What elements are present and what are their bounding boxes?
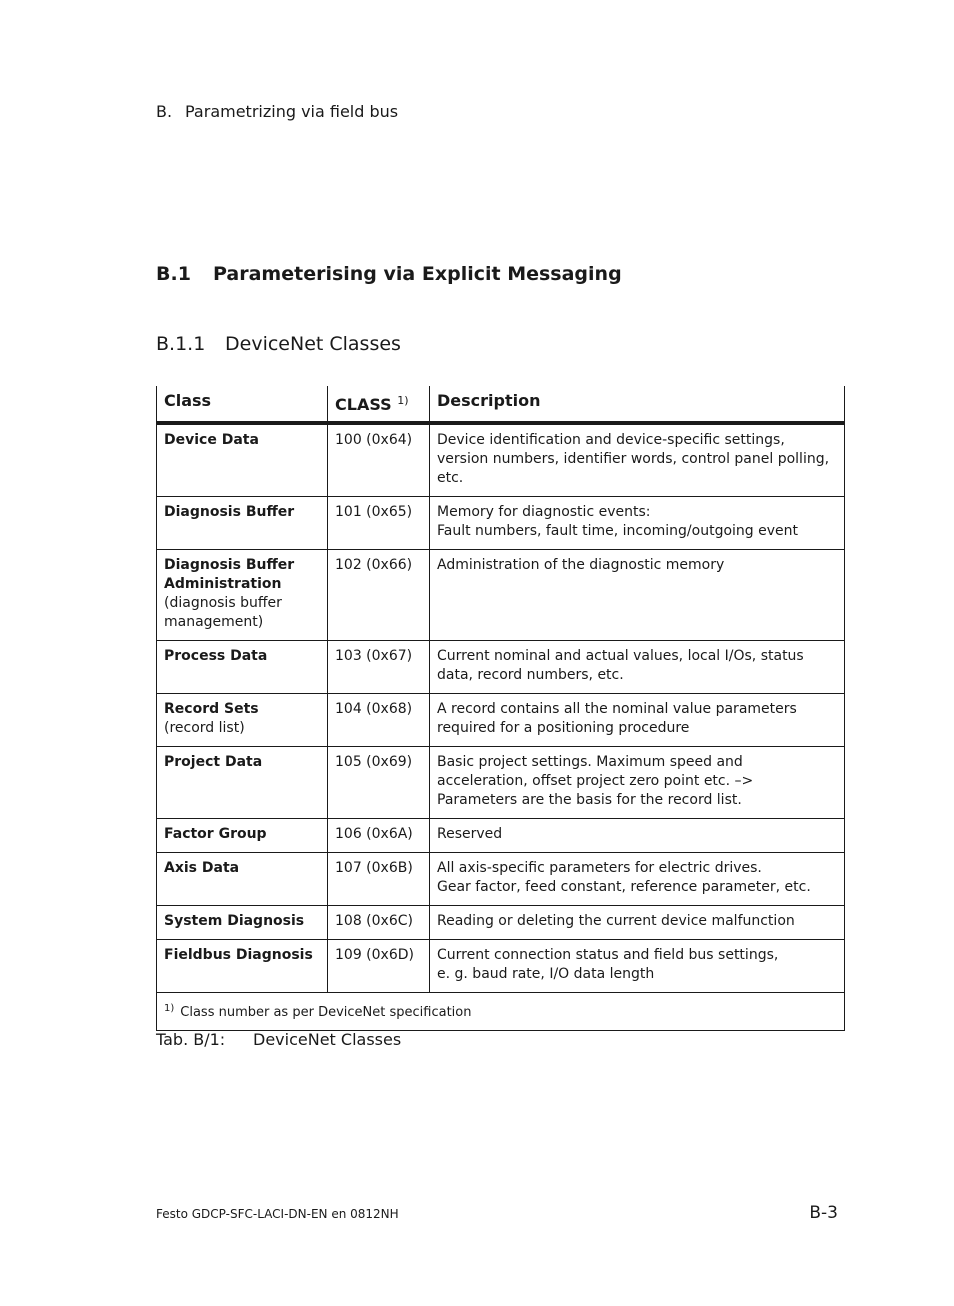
subsection-heading [156, 333, 401, 355]
cell-class-name [157, 940, 328, 993]
cell-class-number: 102 (0x66) [328, 550, 430, 641]
cell-description [430, 940, 845, 993]
table-footnote-row [157, 993, 845, 1031]
header-class-number [328, 386, 430, 423]
table-row [157, 819, 845, 853]
cell-description: Reserved [430, 819, 845, 853]
description-line: e. g. baud rate, I/O data length [437, 966, 655, 982]
description-line: Memory for diagnostic events: [437, 504, 651, 520]
cell-description [430, 853, 845, 906]
cell-class-number: 100 (0x64) [328, 423, 430, 497]
cell-class-number: 104 (0x68) [328, 694, 430, 747]
footnote-mark: 1) [164, 1003, 175, 1014]
section-number: B.1 [156, 263, 191, 285]
class-name: Diagnosis Buffer Administration [164, 557, 295, 592]
subsection-number: B.1.1 [156, 333, 206, 355]
class-name-note: (record list) [164, 720, 245, 736]
cell-class-number: 109 (0x6D) [328, 940, 430, 993]
cell-class-number: 108 (0x6C) [328, 906, 430, 940]
header-footnote-mark: 1) [397, 394, 409, 407]
cell-description: Basic project settings. Maximum speed and acceleration, offset project zero point etc. –> Parameters are the basis for the record list. [430, 747, 845, 819]
header-title: Parametrizing via field bus [185, 102, 399, 121]
class-name-note: (diagnosis buffer management) [164, 595, 282, 630]
cell-class-name [157, 497, 328, 550]
cell-class-name [157, 641, 328, 694]
description-line: Gear factor, feed constant, reference parameter, etc. [437, 879, 811, 895]
caption-title: DeviceNet Classes [253, 1030, 402, 1049]
table-row [157, 747, 845, 819]
class-name: Record Sets [164, 701, 259, 717]
description-line: Fault numbers, fault time, incoming/outgoing event [437, 523, 799, 539]
cell-class-number: 106 (0x6A) [328, 819, 430, 853]
cell-description: Current nominal and actual values, local I/Os, status data, record numbers, etc. [430, 641, 845, 694]
cell-class-number: 107 (0x6B) [328, 853, 430, 906]
cell-description: A record contains all the nominal value parameters required for a positioning procedure [430, 694, 845, 747]
table-body [157, 423, 845, 1031]
devicenet-classes-table [156, 386, 845, 1031]
description-line: Current connection status and field bus settings, [437, 947, 779, 963]
cell-class-name [157, 853, 328, 906]
caption-label: Tab. B/1: [156, 1030, 226, 1049]
table-row [157, 641, 845, 694]
table-row [157, 694, 845, 747]
table-footnote [157, 993, 845, 1031]
subsection-title: DeviceNet Classes [225, 333, 401, 355]
cell-class-name [157, 694, 328, 747]
cell-class-name [157, 550, 328, 641]
cell-class-name [157, 906, 328, 940]
page-number: B-3 [809, 1203, 838, 1223]
table-row [157, 423, 845, 497]
header-description: Description [430, 386, 845, 423]
table-row [157, 550, 845, 641]
cell-description: Device identification and device-specific settings, version numbers, identifier words, control panel polling, etc. [430, 423, 845, 497]
cell-class-number: 105 (0x69) [328, 747, 430, 819]
header-number: B. [156, 102, 173, 121]
cell-class-name [157, 819, 328, 853]
cell-class-number: 103 (0x67) [328, 641, 430, 694]
footnote-text: Class number as per DeviceNet specification [180, 1005, 472, 1020]
cell-class-name [157, 423, 328, 497]
cell-class-number: 101 (0x65) [328, 497, 430, 550]
cell-description [430, 497, 845, 550]
cell-description: Administration of the diagnostic memory [430, 550, 845, 641]
table-row [157, 497, 845, 550]
cell-description: Reading or deleting the current device malfunction [430, 906, 845, 940]
section-title: Parameterising via Explicit Messaging [213, 263, 622, 285]
cell-class-name [157, 747, 328, 819]
table-row [157, 853, 845, 906]
table-row [157, 906, 845, 940]
description-line: All axis-specific parameters for electric drives. [437, 860, 762, 876]
table-header-row [157, 386, 845, 423]
table-row [157, 940, 845, 993]
class-name: Process Data [164, 648, 268, 664]
class-name: Project Data [164, 754, 263, 770]
header-class: Class [157, 386, 328, 423]
running-header [156, 102, 398, 121]
section-heading [156, 263, 622, 285]
class-name: System Diagnosis [164, 913, 305, 929]
header-class-number-label: CLASS [335, 395, 392, 414]
class-name: Factor Group [164, 826, 267, 842]
class-name: Fieldbus Diagnosis [164, 947, 313, 963]
class-name: Device Data [164, 432, 259, 448]
table-caption [156, 1030, 401, 1049]
class-name: Diagnosis Buffer [164, 504, 295, 520]
page-footer: Festo GDCP-SFC-LACI-DN-EN en 0812NH [156, 1207, 399, 1221]
class-name: Axis Data [164, 860, 240, 876]
